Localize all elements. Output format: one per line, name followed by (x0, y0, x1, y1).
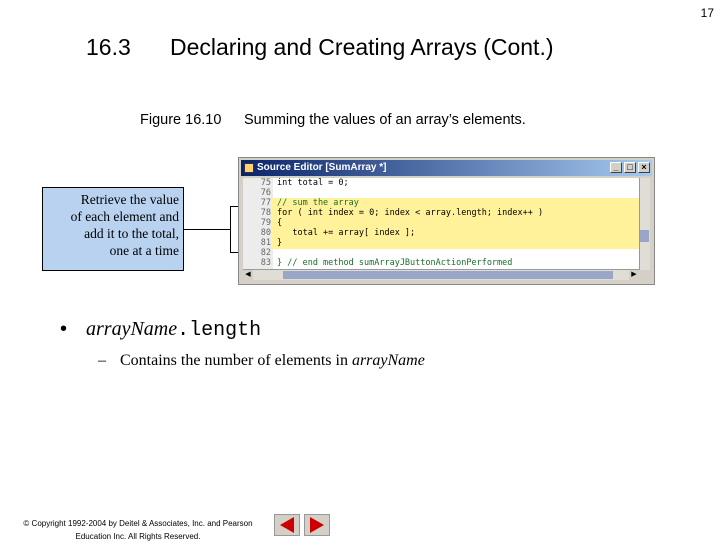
vertical-scroll-thumb[interactable] (640, 230, 649, 242)
figure-caption (140, 112, 526, 128)
source-editor-window (238, 157, 655, 285)
line-number: 77 (243, 198, 271, 209)
copyright-line-2: Education Inc. All Rights Reserved. (75, 532, 201, 541)
page-number: 17 (700, 6, 714, 20)
code-area[interactable] (243, 178, 639, 270)
line-number: 80 (243, 228, 271, 239)
line-number: 79 (243, 218, 271, 229)
bullet-length-member: .length (177, 319, 262, 342)
callout-line: Retrieve the value (80, 192, 179, 207)
editor-window-icon (244, 163, 254, 173)
vertical-scrollbar[interactable] (639, 178, 650, 270)
code-text: for ( int index = 0; index < array.length; index++ ) (277, 208, 544, 218)
previous-slide-icon (275, 515, 299, 535)
scroll-right-icon[interactable]: ▶ (629, 270, 639, 280)
horizontal-scrollbar[interactable] (243, 269, 639, 280)
figure-label: Figure 16.10 (140, 112, 222, 128)
next-slide-icon (305, 515, 329, 535)
callout-connector (184, 229, 230, 230)
title-text: Declaring and Creating Arrays (Cont.) (170, 34, 554, 60)
section-number: 16.3 (86, 34, 131, 60)
callout-line: one at a time (109, 243, 179, 258)
callout-line: add it to the total, (84, 226, 179, 241)
line-number: 82 (243, 248, 271, 259)
bullet-item (60, 318, 261, 342)
callout-line: of each element and (70, 209, 179, 224)
maximize-icon[interactable]: □ (624, 162, 636, 173)
line-number: 81 (243, 238, 271, 249)
copyright-notice (6, 517, 270, 543)
bracket-vertical (230, 206, 231, 252)
bullet-array-name: arrayName (86, 318, 178, 340)
previous-slide-button[interactable] (274, 514, 300, 536)
code-text: } (277, 238, 283, 248)
sub-bullet-item (98, 352, 425, 370)
slide-title (86, 34, 554, 61)
code-text: int total = 0; (277, 178, 349, 188)
callout-box (42, 187, 184, 271)
sub-bullet-emphasis: arrayName (351, 352, 425, 369)
figure-caption-text: Summing the values of an array’s elements. (244, 112, 526, 128)
code-text: } // end method sumArrayJButtonActionPerformed (277, 258, 513, 268)
scroll-left-icon[interactable]: ◀ (243, 270, 253, 280)
minimize-icon[interactable]: _ (610, 162, 622, 173)
code-line (243, 258, 639, 269)
code-text: { (277, 218, 283, 228)
horizontal-scroll-thumb[interactable] (283, 271, 613, 279)
close-icon[interactable]: × (638, 162, 650, 173)
editor-titlebar[interactable] (241, 160, 652, 176)
sub-bullet-text: Contains the number of elements in (120, 352, 352, 369)
line-number: 83 (243, 258, 271, 269)
line-number: 76 (243, 188, 271, 199)
code-text: // sum the array (277, 198, 359, 208)
sub-bullet-symbol: – (98, 352, 106, 369)
line-number: 75 (243, 178, 271, 189)
next-slide-button[interactable] (304, 514, 330, 536)
copyright-line-1: © Copyright 1992-2004 by Deitel & Associates, Inc. and Pearson (23, 519, 253, 528)
editor-title: Source Editor [SumArray *] (257, 162, 387, 173)
bullet-symbol: • (60, 318, 68, 340)
line-number: 78 (243, 208, 271, 219)
code-text: total += array[ index ]; (277, 228, 416, 238)
